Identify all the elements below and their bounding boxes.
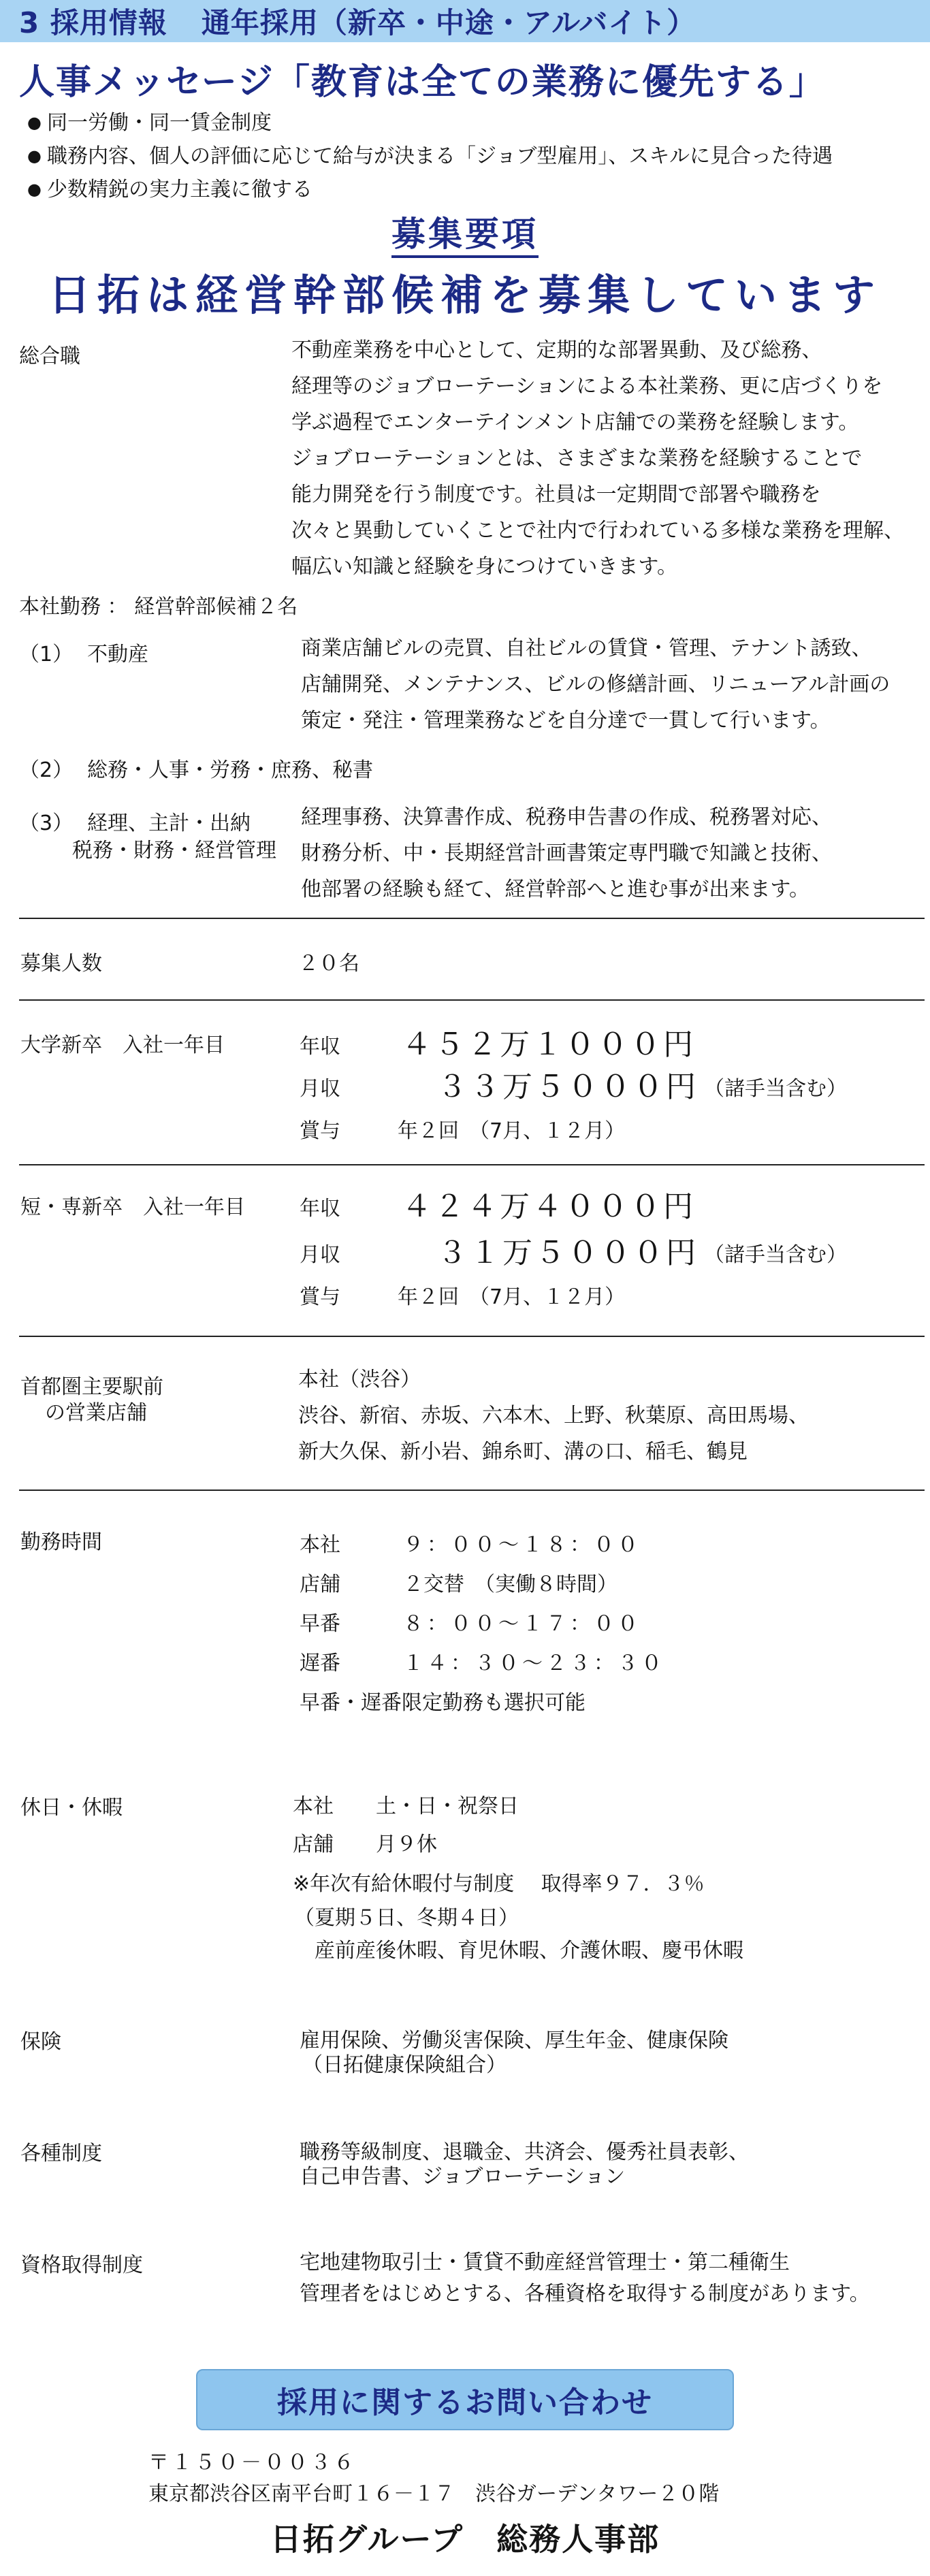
message-bullet-list <box>27 106 833 206</box>
hours-late-label: 遅番 <box>300 1652 340 1675</box>
stores-list: 本社（渋谷） 渋谷、新宿、赤坂、六本木、上野、秋葉原、高田馬場、 新大久保、新小岩、錦糸町、溝の口、稲毛、鶴見 <box>298 1368 809 1464</box>
univ-monthly-label: 月収 <box>300 1077 340 1101</box>
hours-hq-label: 本社 <box>300 1533 340 1557</box>
dept3-description: 経理事務、決算書作成、税務申告書の作成、税務署対応、 財務分析、中・長期経営計画書策定専門職で知識と技術、 他部署の経験も経て、経営幹部へと進む事が出来ます。 <box>301 805 832 901</box>
qualification-value-2: 管理者をはじめとする、各種資格を取得する制度があります。 <box>300 2282 870 2306</box>
univ-monthly-value: ３３万５０００円 <box>437 1069 699 1104</box>
stores-label: 首都圏主要駅前 <box>20 1375 163 1399</box>
general-position-label: 総合職 <box>19 344 80 368</box>
positions-value: ２０名 <box>298 952 359 976</box>
holidays-store-label: 店舗 <box>293 1833 334 1856</box>
college-bonus-value: 年２回 （7月、１２月） <box>398 1285 626 1309</box>
section-header <box>0 0 930 42</box>
company-department: 日拓グループ 総務人事部 <box>270 2521 660 2558</box>
insurance-union: （日拓健康保険組合） <box>302 2053 507 2077</box>
dept3-label-2: 税務・財務・経営管理 <box>72 839 276 863</box>
systems-value: 職務等級制度、退職金、共済会、優秀社員表彰、 <box>300 2140 749 2164</box>
college-monthly-value: ３１万５０００円 <box>437 1236 699 1270</box>
hq-positions: 本社勤務 ： 経営幹部候補２名 <box>19 595 298 619</box>
qualification-value: 宅地建物取引士・賃貸不動産経営管理士・第二種衛生 <box>300 2251 790 2274</box>
college-monthly-note: （諸手当含む） <box>704 1243 847 1267</box>
divider <box>19 918 925 919</box>
dept2-number: （2） <box>19 758 74 782</box>
dept3-number: （3） <box>19 811 74 835</box>
college-grad-label: 短・専新卒 入社一年目 <box>20 1195 245 1219</box>
univ-bonus-label: 賞与 <box>300 1119 340 1143</box>
univ-monthly-note: （諸手当含む） <box>704 1077 847 1101</box>
paid-leave-note: ※年次有給休暇付与制度 取得率９７．３％ <box>293 1872 705 1896</box>
requirements-title: 募集要項 <box>0 207 930 256</box>
univ-bonus-value: 年２回 （7月、１２月） <box>398 1119 626 1143</box>
univ-annual-value: ４５２万１０００円 <box>402 1027 696 1062</box>
college-monthly-label: 月収 <box>300 1243 340 1267</box>
college-bonus-label: 賞与 <box>300 1285 340 1309</box>
insurance-value: 雇用保険、労働災害保険、厚生年金、健康保険 <box>300 2029 728 2052</box>
bullet-item: ● 職務内容、個人の評価に応じて給与が決まる「ジョブ型雇用」、スキルに見合った待遇 <box>27 140 833 173</box>
college-annual-value: ４２４万４０００円 <box>402 1189 696 1224</box>
recruitment-headline: 日拓は経営幹部候補を募集しています <box>48 270 882 320</box>
holidays-label: 休日・休暇 <box>20 1796 123 1820</box>
postal-code: 〒１５０－００３６ <box>148 2451 357 2475</box>
holidays-hq-label: 本社 <box>293 1794 334 1818</box>
qualification-label: 資格取得制度 <box>20 2253 143 2277</box>
college-annual-label: 年収 <box>300 1197 340 1221</box>
holidays-store-value: 月９休 <box>376 1833 437 1856</box>
hours-early-label: 早番 <box>300 1612 340 1636</box>
address: 東京都渋谷区南平台町１６－１７ 渋谷ガーデンタワー２０階 <box>148 2482 720 2506</box>
systems-value-2: 自己申告書、ジョブローテーション <box>300 2165 626 2189</box>
dept1-description: 商業店舗ビルの売買、自社ビルの賃貸・管理、テナント誘致、 店舗開発、メンテナンス、ビルの修繕計画、リニューアル計画の 策定・発注・管理業務などを自分達で一貫して行います。 <box>301 637 891 732</box>
bullet-item: ● 同一労働・同一賃金制度 <box>27 106 833 140</box>
holidays-hq-value: 土・日・祝祭日 <box>376 1794 519 1818</box>
stores-label-2: の営業店舗 <box>45 1401 147 1425</box>
dept3-label: 経理、主計・出納 <box>87 811 251 835</box>
insurance-label: 保険 <box>20 2030 61 2054</box>
divider <box>19 1336 925 1337</box>
univ-annual-label: 年収 <box>300 1035 340 1059</box>
seasonal-leave-note: （夏期５日、冬期４日） <box>294 1906 519 1930</box>
hours-hq-value: ９：００～１８：００ <box>403 1533 641 1557</box>
positions-label: 募集人数 <box>20 952 102 976</box>
divider <box>19 1490 925 1491</box>
hr-message-title: 人事メッセージ「教育は全ての業務に優先する」 <box>19 62 826 103</box>
dept2-label: 総務・人事・労務・庶務、秘書 <box>87 758 373 782</box>
dept1-label: 不動産 <box>87 643 148 666</box>
hours-label: 勤務時間 <box>20 1530 102 1554</box>
hours-store-value: ２交替 （実働８時間） <box>403 1573 618 1596</box>
recruitment-type: 通年採用（新卒・中途・アルバイト） <box>201 6 696 39</box>
dept1-number: （1） <box>19 643 74 666</box>
univ-grad-label: 大学新卒 入社一年目 <box>20 1033 225 1057</box>
general-position-description: 不動産業務を中心として、定期的な部署異動、及び総務、 経理等のジョブローテーションによる本社業務、更に店づくりを 学ぶ過程でエンターテインメント店舗での業務を経験します。 ジョブローテーションとは、さまざまな業務を経験することで 能力開発を行う制度です。社員は一定期間で部署や職務を 次々と異動していくことで社内で行われている多様な業務を理解、 幅広い知識と経験を身につけていきます。 <box>291 338 904 579</box>
hours-store-label: 店舗 <box>300 1573 340 1596</box>
special-leave-note: 産前産後休暇、育児休暇、介護休暇、慶弔休暇 <box>315 1939 743 1963</box>
divider <box>19 1164 925 1165</box>
section-number-title: 3 採用情報 <box>19 6 167 39</box>
hours-note: 早番・遅番限定勤務も選択可能 <box>300 1691 586 1715</box>
bullet-item: ● 少数精鋭の実力主義に徹する <box>27 173 833 206</box>
hours-early-value: ８：００～１７：００ <box>403 1612 641 1636</box>
systems-label: 各種制度 <box>20 2142 102 2166</box>
contact-inquiry-button[interactable]: 採用に関するお問い合わせ <box>196 2369 734 2430</box>
hours-late-value: １４：３０～２３：３０ <box>403 1652 665 1675</box>
divider <box>19 999 925 1001</box>
